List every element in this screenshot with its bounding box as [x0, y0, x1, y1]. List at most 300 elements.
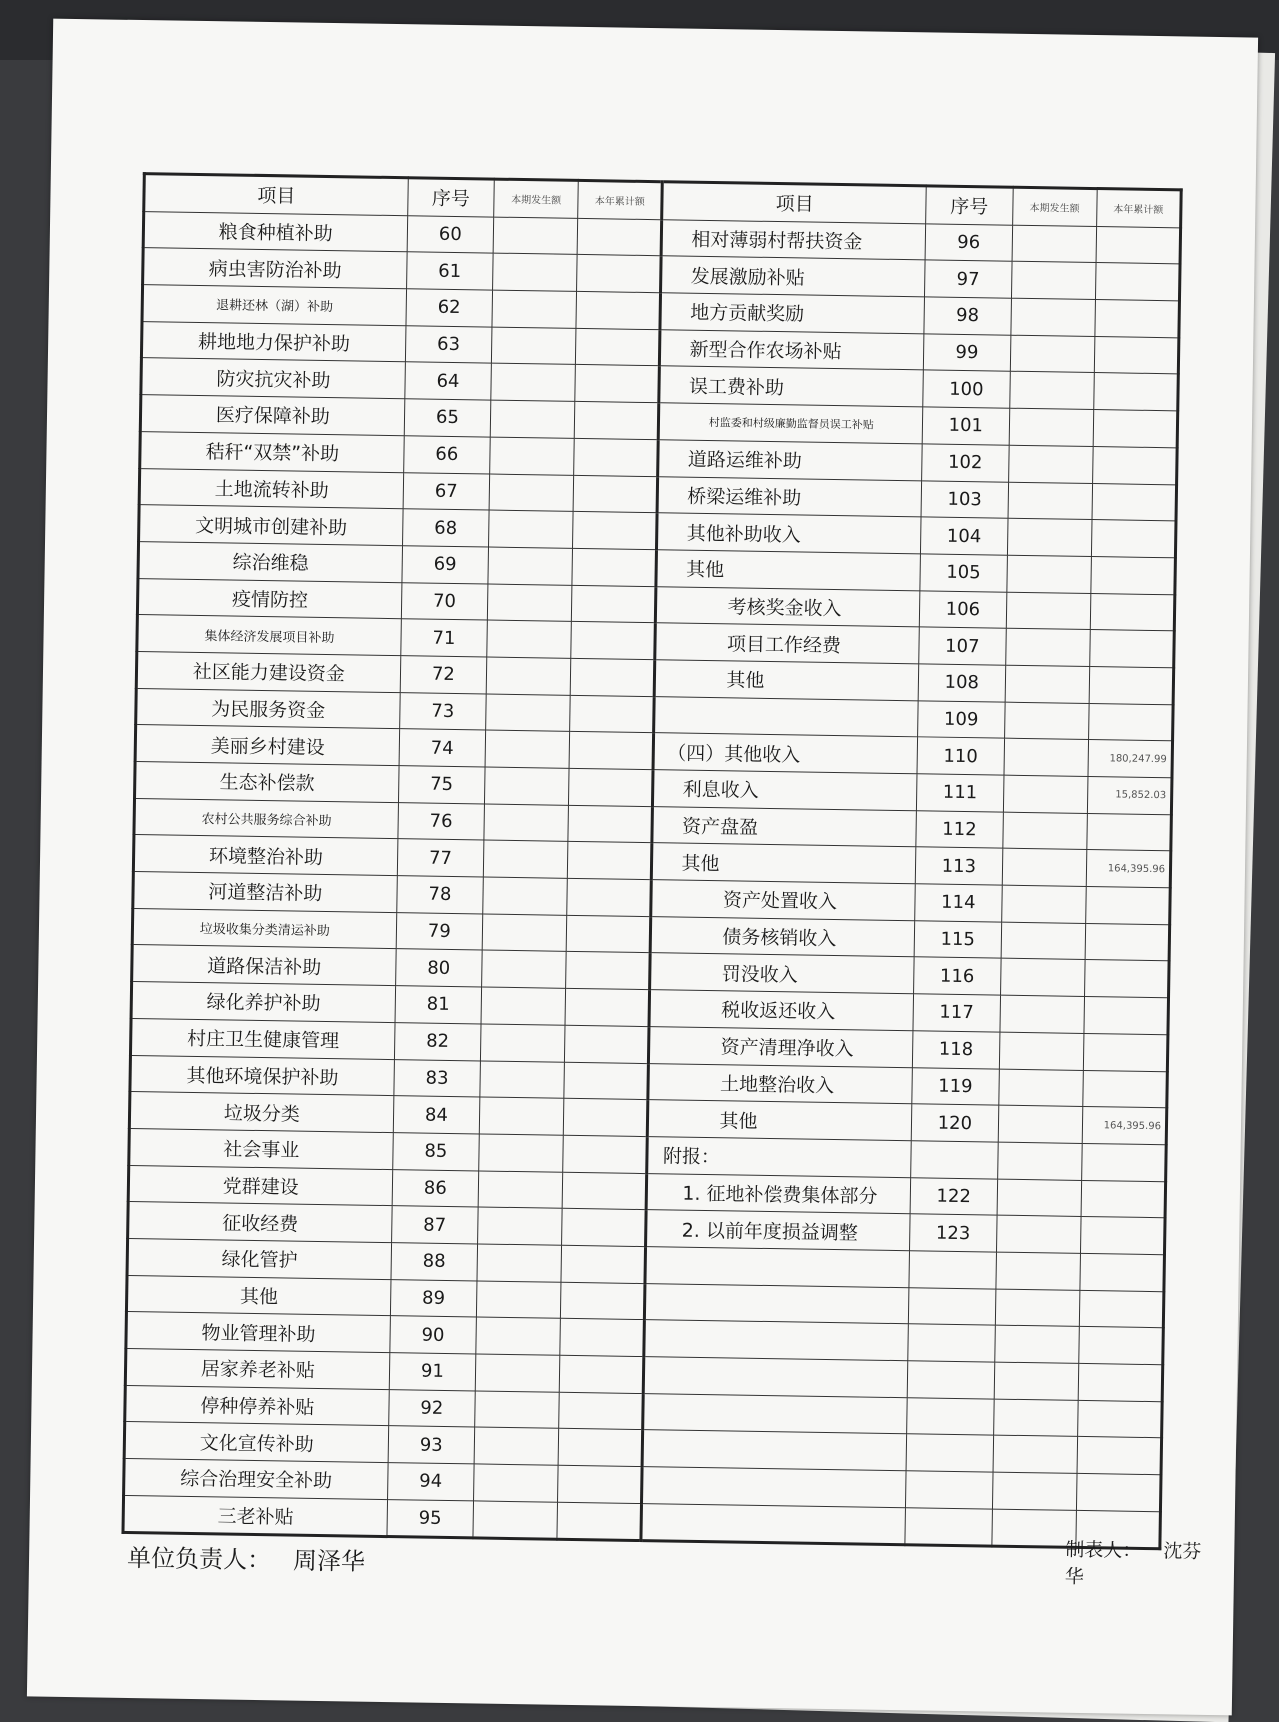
left-item-no: 70 [401, 582, 488, 620]
right-item-no [905, 1507, 992, 1546]
left-item-ytd [572, 548, 657, 586]
left-item-no: 78 [396, 876, 483, 914]
right-item-ytd [1092, 483, 1177, 521]
right-item-period [1002, 849, 1087, 887]
left-item-period [477, 1244, 562, 1282]
left-item-name: 村庄卫生健康管理 [130, 1018, 394, 1059]
left-item-period [483, 840, 568, 878]
left-item-period [473, 1501, 558, 1540]
right-item-name [643, 1430, 907, 1471]
right-item-no [906, 1471, 993, 1509]
left-item-period [478, 1171, 563, 1209]
preparer [1065, 1535, 1235, 1592]
left-item-period [490, 437, 575, 475]
right-item-ytd: 15,852.03 [1087, 776, 1172, 814]
right-item-name: 地方贡献奖励 [660, 293, 924, 334]
left-item-no: 88 [391, 1243, 478, 1281]
left-item-ytd [570, 658, 655, 696]
left-item-no: 77 [397, 839, 484, 877]
header-ytd-left: 本年累计额 [578, 180, 663, 219]
right-item-no [906, 1434, 993, 1472]
left-item-no: 72 [400, 656, 487, 694]
right-item-period [998, 1069, 1083, 1107]
right-item-ytd [1079, 1290, 1164, 1328]
unit-leader [127, 1538, 388, 1577]
preparer-name: 沈芬华 [1064, 1540, 1202, 1589]
right-item-period [997, 1179, 1082, 1217]
right-item-period [998, 1105, 1083, 1143]
left-item-ytd [571, 622, 656, 660]
left-item-period [488, 547, 573, 585]
right-item-no: 116 [914, 957, 1001, 995]
right-item-ytd [1088, 703, 1173, 741]
left-item-name: 防灾抗灾补助 [141, 358, 405, 399]
left-item-name: 秸秆“双禁”补助 [140, 431, 404, 472]
left-item-no: 95 [387, 1499, 474, 1538]
left-item-no: 87 [391, 1206, 478, 1244]
left-item-no: 84 [393, 1096, 480, 1134]
left-item-period [476, 1281, 561, 1319]
right-item-name: 资产清理净收入 [649, 1026, 913, 1067]
left-item-period [487, 620, 572, 658]
right-item-no: 120 [911, 1104, 998, 1142]
left-item-name: 垃圾收集分类清运补助 [132, 908, 396, 949]
right-item-no: 98 [924, 297, 1011, 335]
left-item-name: 社会事业 [129, 1128, 393, 1169]
left-item-name: 疫情防控 [137, 578, 401, 619]
right-item-name [643, 1393, 907, 1434]
right-item-period [995, 1289, 1080, 1327]
left-item-ytd [561, 1245, 646, 1283]
right-item-name: 新型合作农场补贴 [660, 329, 924, 370]
right-item-name: 村监委和村级廉勤监督员误工补贴 [659, 403, 923, 444]
right-item-name: 项目工作经费 [655, 623, 919, 664]
preparer-label: 制表人： [1065, 1538, 1142, 1562]
left-item-name: 病虫害防治补助 [143, 248, 407, 289]
left-item-no: 83 [394, 1059, 481, 1097]
right-item-ytd [1077, 1437, 1162, 1475]
right-item-no: 122 [910, 1177, 997, 1215]
right-item-no: 110 [917, 737, 1004, 775]
header-no-right: 序号 [926, 186, 1013, 225]
left-item-name: 征收经费 [128, 1202, 392, 1243]
left-item-no: 81 [395, 986, 482, 1024]
ledger-body [123, 211, 1181, 1549]
left-item-period [475, 1391, 560, 1429]
right-item-name: 其他补助收入 [657, 513, 921, 554]
right-item-no: 117 [913, 994, 1000, 1032]
right-item-ytd: 164,395.96 [1086, 850, 1171, 888]
left-item-name: 为民服务资金 [136, 688, 400, 729]
left-item-no: 86 [392, 1169, 479, 1207]
right-item-ytd [1091, 556, 1176, 594]
right-item-no: 100 [923, 370, 1010, 408]
left-item-ytd [558, 1465, 643, 1503]
right-item-ytd [1092, 446, 1177, 484]
left-item-no: 90 [390, 1316, 477, 1354]
left-item-name: 生态补偿款 [135, 762, 399, 803]
right-item-no: 115 [914, 921, 1001, 959]
left-item-period [482, 950, 567, 988]
right-item-period [1002, 812, 1087, 850]
right-item-no: 108 [918, 664, 1005, 702]
right-item-period [1001, 922, 1086, 960]
left-item-ytd [574, 438, 659, 476]
header-period-left: 本期发生额 [494, 179, 579, 218]
left-item-period [479, 1134, 564, 1172]
right-item-ytd [1091, 520, 1176, 558]
left-item-period [486, 657, 571, 695]
right-item-period [1005, 665, 1090, 703]
right-item-period [1012, 225, 1097, 263]
left-item-ytd [577, 255, 662, 293]
right-item-period [1006, 555, 1091, 593]
left-item-ytd [561, 1282, 646, 1320]
right-item-name: 其他 [648, 1100, 912, 1141]
left-item-name: 物业管理补助 [126, 1312, 390, 1353]
right-item-no: 101 [922, 407, 1009, 445]
left-item-ytd [562, 1172, 647, 1210]
right-item-period [1004, 738, 1089, 776]
right-item-ytd [1095, 263, 1180, 301]
left-item-no: 69 [402, 546, 489, 584]
right-item-period [991, 1509, 1076, 1548]
right-item-ytd [1085, 887, 1170, 925]
left-item-ytd [562, 1209, 647, 1247]
right-item-name: 桥梁运维补助 [658, 476, 922, 517]
left-item-name: 环境整治补助 [133, 835, 397, 876]
left-item-ytd [568, 805, 653, 843]
right-item-name: 道路运维补助 [658, 440, 922, 481]
left-item-no: 91 [389, 1353, 476, 1391]
left-item-name: 其他 [126, 1275, 390, 1316]
left-item-name: 垃圾分类 [129, 1092, 393, 1133]
left-item-period [489, 510, 574, 548]
left-item-ytd [566, 915, 651, 953]
right-item-period [1001, 885, 1086, 923]
right-item-period [1008, 482, 1093, 520]
left-item-ytd [560, 1319, 645, 1357]
left-item-period [474, 1427, 559, 1465]
right-item-name: 误工费补助 [659, 366, 923, 407]
left-item-ytd [565, 1025, 650, 1063]
right-item-period [994, 1325, 1079, 1363]
right-item-no: 99 [923, 334, 1010, 372]
right-item-no: 103 [921, 480, 1008, 518]
left-item-ytd [568, 842, 653, 880]
right-item-no: 112 [916, 810, 1003, 848]
unit-leader-name: 周泽华 [292, 1546, 366, 1576]
right-item-name [644, 1320, 908, 1361]
left-item-period [484, 804, 569, 842]
right-item-period [993, 1435, 1078, 1473]
right-item-no: 106 [919, 590, 1006, 628]
left-item-name: 社区能力建设资金 [136, 651, 400, 692]
left-item-no: 60 [407, 215, 494, 253]
right-item-ytd [1090, 593, 1175, 631]
right-item-ytd [1093, 410, 1178, 448]
left-item-no: 92 [388, 1389, 475, 1427]
header-no-left: 序号 [407, 178, 494, 217]
right-item-period [1011, 262, 1096, 300]
left-item-ytd [560, 1355, 645, 1393]
right-item-no: 109 [918, 700, 1005, 738]
left-item-name: 停种停养补贴 [125, 1385, 389, 1426]
left-item-period [491, 327, 576, 365]
right-item-no: 104 [921, 517, 1008, 555]
left-item-no: 75 [398, 766, 485, 804]
right-item-no [911, 1141, 998, 1179]
left-item-name: 文明城市创建补助 [139, 505, 403, 546]
right-item-period [1003, 775, 1088, 813]
right-item-period [1007, 518, 1092, 556]
right-item-no: 118 [913, 1031, 1000, 1069]
header-item-left: 项目 [144, 174, 408, 216]
left-item-ytd [570, 695, 655, 733]
right-item-period [1000, 959, 1085, 997]
right-item-name: 其他 [655, 660, 919, 701]
right-item-name: 考核奖金收入 [656, 586, 920, 627]
right-item-no: 107 [919, 627, 1006, 665]
right-item-name: 2. 以前年度损益调整 [646, 1210, 910, 1251]
header-period-right: 本期发生额 [1012, 187, 1097, 226]
left-item-ytd [577, 218, 662, 256]
left-item-period [487, 584, 572, 622]
right-item-no: 105 [920, 554, 1007, 592]
right-item-name [645, 1283, 909, 1324]
right-item-name: 相对薄弱村帮扶资金 [662, 219, 926, 260]
left-item-name: 农村公共服务综合补助 [134, 798, 398, 839]
left-item-no: 67 [403, 472, 490, 510]
right-item-name: 利息收入 [653, 770, 917, 811]
right-item-no: 113 [915, 847, 1002, 885]
left-item-period [475, 1354, 560, 1392]
left-item-name: 三老补贴 [123, 1495, 387, 1537]
right-item-ytd [1077, 1400, 1162, 1438]
right-item-name: 资产盘盈 [652, 806, 916, 847]
left-item-ytd [559, 1392, 644, 1430]
right-item-name: 1. 征地补偿费集体部分 [647, 1173, 911, 1214]
left-item-ytd [565, 988, 650, 1026]
right-item-name: 罚没收入 [650, 953, 914, 994]
right-item-ytd: 180,247.99 [1088, 740, 1173, 778]
right-item-name: 资产处置收入 [651, 880, 915, 921]
left-item-no: 79 [396, 912, 483, 950]
left-item-ytd [557, 1502, 642, 1541]
left-item-name: 道路保洁补助 [132, 945, 396, 986]
left-item-period [482, 914, 567, 952]
right-item-ytd [1078, 1363, 1163, 1401]
left-item-name: 耕地地力保护补助 [141, 321, 405, 362]
right-item-ytd [1096, 226, 1181, 264]
left-item-no: 68 [402, 509, 489, 547]
right-item-no: 114 [915, 884, 1002, 922]
right-item-name: 债务核销收入 [651, 916, 915, 957]
left-item-period [481, 987, 566, 1025]
left-item-no: 73 [399, 692, 486, 730]
right-item-ytd: 164,395.96 [1082, 1107, 1167, 1145]
left-item-period [474, 1464, 559, 1502]
right-item-period [997, 1142, 1082, 1180]
left-item-no: 64 [404, 362, 491, 400]
right-item-period [996, 1215, 1081, 1253]
left-item-no: 76 [398, 802, 485, 840]
right-item-name [644, 1357, 908, 1398]
right-item-name: 土地整治收入 [648, 1063, 912, 1104]
left-item-no: 65 [404, 399, 491, 437]
right-item-no: 123 [910, 1214, 997, 1252]
left-item-name: 医疗保障补助 [140, 395, 404, 436]
header-ytd-right: 本年累计额 [1096, 189, 1181, 228]
left-item-name: 退耕还林（湖）补助 [142, 285, 406, 326]
left-item-period [478, 1207, 563, 1245]
left-item-ytd [572, 585, 657, 623]
left-item-ytd [564, 1062, 649, 1100]
right-item-ytd [1085, 923, 1170, 961]
left-item-no: 62 [406, 289, 493, 327]
left-item-name: 绿化养护补助 [131, 982, 395, 1023]
left-item-name: 居家养老补贴 [125, 1348, 389, 1389]
left-item-period [491, 364, 576, 402]
right-item-ytd [1084, 997, 1169, 1035]
right-item-name [654, 696, 918, 737]
right-item-period [1010, 298, 1095, 336]
right-item-name: 发展激励补贴 [661, 256, 925, 297]
left-item-ytd [563, 1135, 648, 1173]
left-item-name: 河道整洁补助 [133, 872, 397, 913]
right-item-period [993, 1399, 1078, 1437]
right-item-ytd [1083, 1070, 1168, 1108]
left-item-ytd [576, 291, 661, 329]
left-item-period [476, 1317, 561, 1355]
right-item-ytd [1087, 813, 1172, 851]
left-item-ytd [564, 1098, 649, 1136]
right-item-period [999, 1032, 1084, 1070]
right-item-ytd [1089, 666, 1174, 704]
left-item-name: 美丽乡村建设 [135, 725, 399, 766]
right-item-name: 税收返还收入 [649, 990, 913, 1031]
right-item-period [999, 995, 1084, 1033]
left-item-ytd [576, 328, 661, 366]
right-item-ytd [1081, 1180, 1166, 1218]
left-item-period [483, 877, 568, 915]
right-item-name [642, 1467, 906, 1508]
right-item-period [1004, 702, 1089, 740]
left-item-no: 94 [387, 1463, 474, 1501]
right-item-name: 其他 [656, 550, 920, 591]
left-item-no: 93 [388, 1426, 475, 1464]
left-item-ytd [569, 768, 654, 806]
right-item-ytd [1095, 300, 1180, 338]
ledger-table [121, 172, 1182, 1551]
right-item-name: 附报： [647, 1136, 911, 1177]
left-item-period [493, 217, 578, 255]
left-item-period [489, 474, 574, 512]
left-item-ytd [573, 475, 658, 513]
left-item-ytd [573, 512, 658, 550]
left-item-name: 绿化管护 [127, 1238, 391, 1279]
left-item-no: 74 [399, 729, 486, 767]
left-item-period [485, 767, 570, 805]
left-item-no: 82 [394, 1022, 481, 1060]
right-item-no [907, 1397, 994, 1435]
left-item-name: 粮食种植补助 [143, 211, 407, 252]
left-item-name: 综合治理安全补助 [124, 1458, 388, 1499]
header-item-right: 项目 [662, 182, 926, 224]
right-item-period [1008, 445, 1093, 483]
right-item-no [907, 1361, 994, 1399]
left-item-ytd [569, 732, 654, 770]
right-item-no: 119 [912, 1067, 999, 1105]
left-item-no: 63 [405, 325, 492, 363]
right-item-ytd [1076, 1473, 1161, 1511]
right-item-ytd [1080, 1217, 1165, 1255]
left-item-period [486, 694, 571, 732]
right-item-no: 102 [922, 444, 1009, 482]
left-item-period [481, 1024, 566, 1062]
left-item-period [480, 1060, 565, 1098]
left-item-no: 89 [390, 1279, 477, 1317]
left-item-no: 61 [406, 252, 493, 290]
right-item-ytd [1084, 960, 1169, 998]
left-item-period [490, 400, 575, 438]
left-item-name: 综治维稳 [138, 541, 402, 582]
left-item-period [479, 1097, 564, 1135]
left-item-no: 71 [400, 619, 487, 657]
left-item-ytd [558, 1429, 643, 1467]
right-item-period [995, 1252, 1080, 1290]
left-item-name: 党群建设 [128, 1165, 392, 1206]
left-item-ytd [575, 365, 660, 403]
left-item-name: 文化宣传补助 [124, 1422, 388, 1463]
paper-sheet [27, 19, 1258, 1716]
right-item-ytd [1078, 1327, 1163, 1365]
unit-leader-label: 单位负责人： [126, 1543, 272, 1575]
right-item-period [1005, 628, 1090, 666]
right-item-no [909, 1251, 996, 1289]
right-item-period [1009, 408, 1094, 446]
left-item-name: 土地流转补助 [139, 468, 403, 509]
left-item-name: 集体经济发展项目补助 [137, 615, 401, 656]
left-item-no: 85 [392, 1132, 479, 1170]
right-item-no: 97 [925, 260, 1012, 298]
right-item-period [992, 1472, 1077, 1510]
right-item-ytd [1081, 1143, 1166, 1181]
right-item-ytd [1083, 1033, 1168, 1071]
right-item-period [1009, 372, 1094, 410]
right-item-ytd [1093, 373, 1178, 411]
right-item-no: 111 [917, 774, 1004, 812]
right-item-period [1010, 335, 1095, 373]
right-item-ytd [1080, 1253, 1165, 1291]
left-item-ytd [566, 952, 651, 990]
right-item-name [641, 1503, 905, 1545]
right-item-ytd [1089, 630, 1174, 668]
left-item-ytd [574, 402, 659, 440]
left-item-ytd [567, 878, 652, 916]
right-item-no: 96 [925, 224, 1012, 262]
right-item-ytd [1094, 336, 1179, 374]
left-item-period [492, 290, 577, 328]
right-item-name: （四）其他收入 [653, 733, 917, 774]
left-item-name: 其他环境保护补助 [130, 1055, 394, 1096]
left-item-period [485, 730, 570, 768]
right-item-no [908, 1324, 995, 1362]
right-item-period [1006, 592, 1091, 630]
right-item-no [908, 1287, 995, 1325]
right-item-name [645, 1247, 909, 1288]
right-item-name: 其他 [652, 843, 916, 884]
